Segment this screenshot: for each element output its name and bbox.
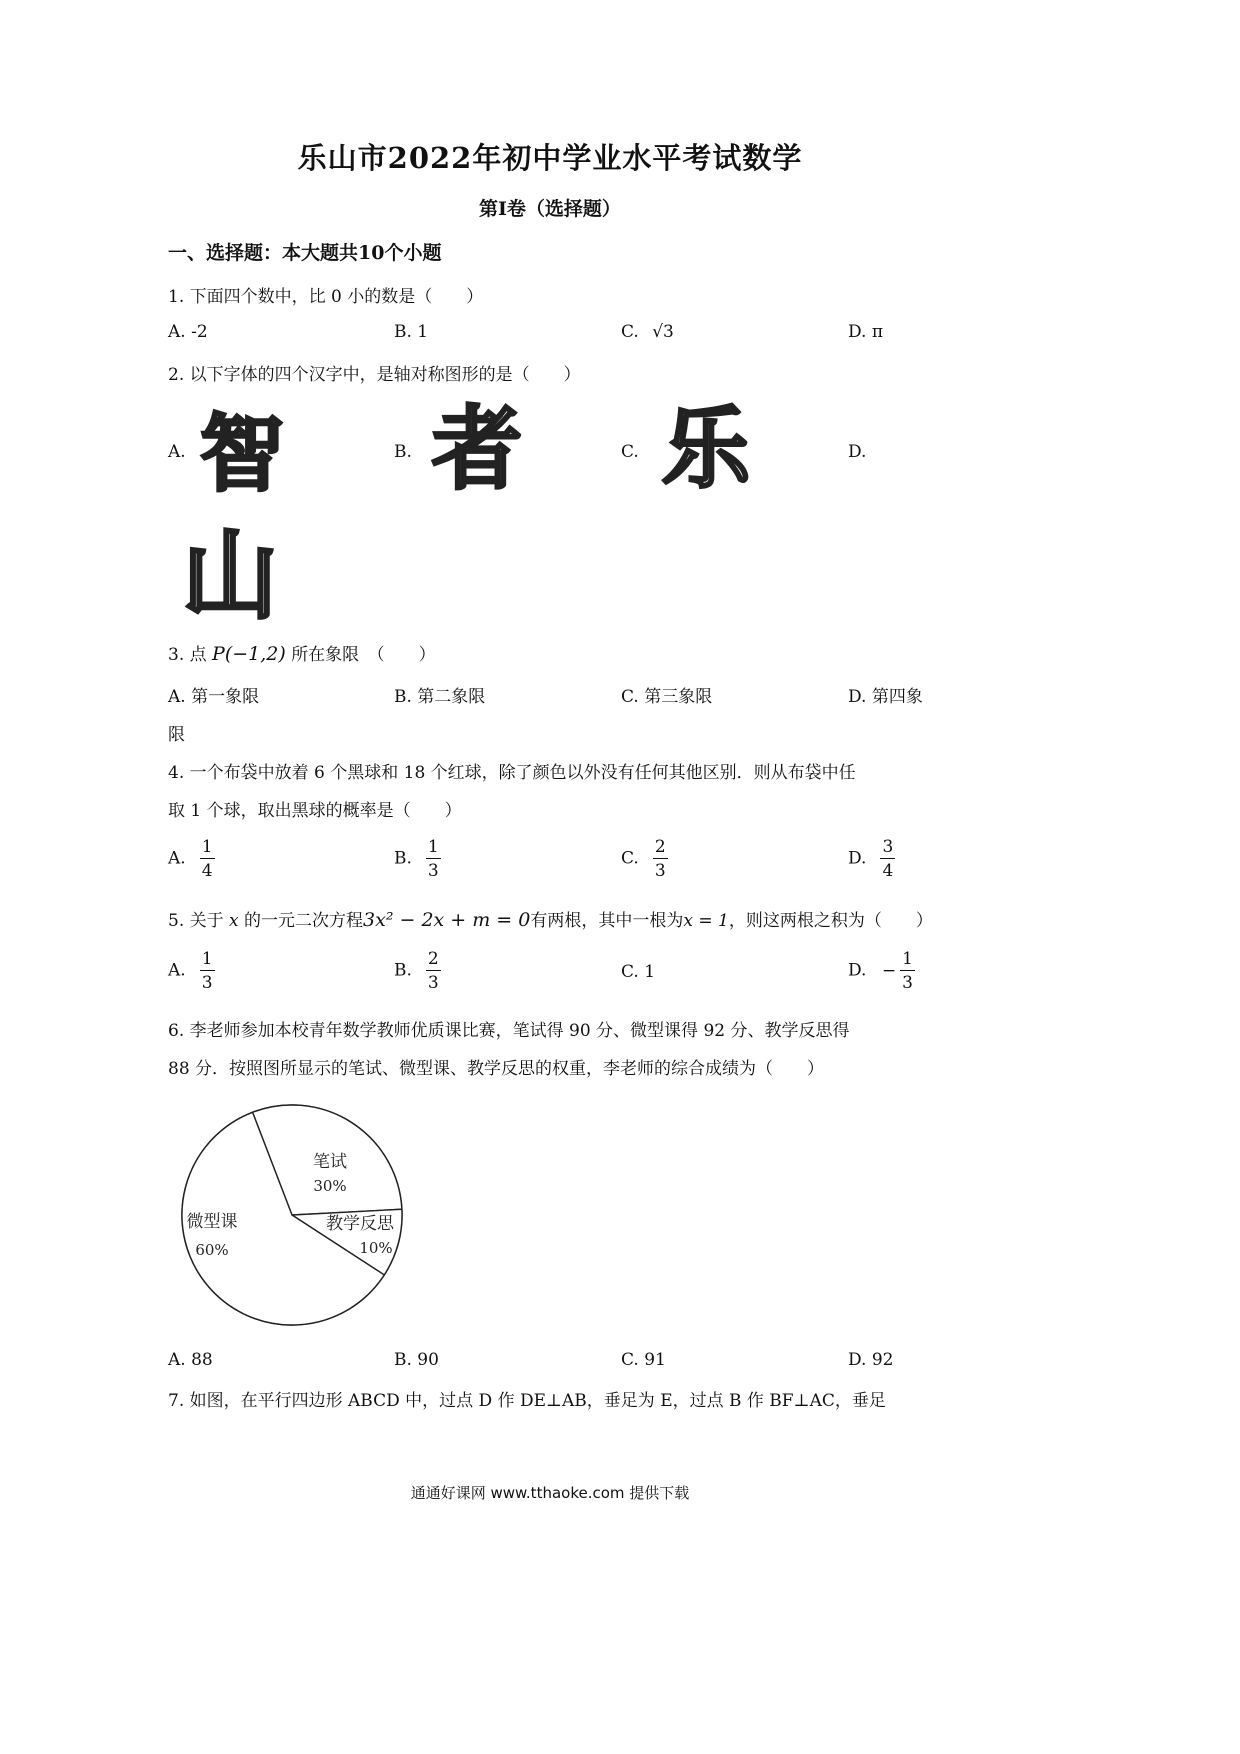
q3-option-b: B. 第二象限 [394,687,486,707]
q3-stem-prefix: 3. 点 [168,645,207,665]
fraction-numerator: 3 [882,837,894,857]
q1-option-c [621,322,674,342]
q5-stem-part: ，则这两根之积为（ ） [728,911,933,931]
q4-option-d [848,838,895,880]
pie-slice-percent: 10% [359,1239,393,1257]
fraction-numerator: 2 [654,837,666,857]
q4-option-d-fraction [880,838,895,880]
q5-option-b [394,950,441,992]
q5-option-d-fraction [900,950,915,992]
fraction-denominator: 4 [882,861,894,881]
question-2-stem: 2. 以下字体的四个汉字中，是轴对称图形的是（ ） [168,365,581,385]
q5-option-a-fraction [200,950,215,992]
q6-option-a: A. 88 [168,1350,213,1370]
fraction-denominator: 3 [902,973,913,993]
q5-option-b-fraction [426,950,441,992]
q1-option-c-label: C. [621,322,639,342]
fraction-denominator: 3 [654,861,666,881]
question-5-stem [168,906,933,931]
q3-option-d-wrap: 限 [168,725,185,745]
q5-stem-part: 5. 关于 [168,911,224,931]
paper-part-title: 第Ⅰ卷（选择题） [479,198,621,220]
pie-slice-label: 微型课 [186,1212,238,1232]
q3-option-d: D. 第四象 [848,687,923,707]
q4-option-b-fraction [426,838,441,880]
fraction-numerator: 1 [201,837,213,857]
fraction-numerator: 1 [201,949,213,969]
q4-option-b [394,838,441,880]
pie-slice-label: 笔试 [313,1152,347,1172]
q5-option-c: C. 1 [621,962,656,982]
q5-option-a [168,950,215,992]
q4-option-a-fraction [200,838,215,880]
q4-option-b-label: B. [394,848,412,869]
q2-char-shan-image: 山 [182,520,278,632]
q3-stem-suffix: 所在象限 （ ） [291,645,436,665]
pie-slice-percent: 60% [195,1241,229,1259]
exam-title: 乐山市2022年初中学业水平考试数学 [297,141,803,175]
q5-option-d-sign: − [881,960,897,981]
q2-char-zhi-image: 智 [200,405,285,503]
q2-char-zhe-image: 者 [432,397,522,502]
q1-option-a: A. -2 [168,322,208,342]
q2-option-c-label: C. [621,442,639,462]
page-footer: 通通好课网 www.tthaoke.com 提供下载 [410,1484,690,1502]
fraction-numerator: 1 [902,949,913,969]
fraction-denominator: 3 [201,973,213,993]
fraction-numerator: 1 [427,837,439,857]
q3-option-c: C. 第三象限 [621,687,713,707]
q4-option-a [168,838,215,880]
q2-char-le-image: 乐 [662,397,751,500]
q3-option-a: A. 第一象限 [168,687,260,707]
q2-option-d-label: D. [848,442,867,462]
pie-slice-percent: 30% [313,1177,347,1195]
q5-option-b-label: B. [394,960,412,981]
q1-option-b: B. 1 [394,322,429,342]
fraction-denominator: 3 [427,973,439,993]
fraction-denominator: 4 [201,861,213,881]
q6-option-c: C. 91 [621,1350,666,1370]
section-heading: 一、选择题：本大题共10个小题 [168,242,442,264]
q5-option-a-label: A. [168,960,186,981]
q5-option-d-label: D. [848,960,867,981]
q2-option-b-label: B. [394,442,412,462]
q5-stem-part: 有两根，其中一根为 [530,911,684,931]
pie-slice-label: 教学反思 [326,1214,394,1234]
q5-root: x = 1 [683,911,729,931]
q5-stem-part: 的一元二次方程 [244,911,364,931]
question-4-line-2: 取 1 个球，取出黑球的概率是（ ） [168,801,462,821]
q1-option-d: D. π [848,322,884,342]
q5-option-d [848,950,915,992]
question-3-stem [168,640,436,665]
q4-option-d-label: D. [848,848,867,869]
q6-option-b: B. 90 [394,1350,439,1370]
q3-point: P(−1,2) [212,643,286,665]
question-6-line-2: 88 分．按照图所显示的笔试、微型课、教学反思的权重，李老师的综合成绩为（ ） [168,1059,825,1079]
q4-option-c-label: C. [621,848,639,869]
q5-variable: x [229,911,239,931]
q4-option-a-label: A. [168,848,186,869]
q1-option-c-value: √3 [652,322,674,342]
question-7-line-1: 7. 如图，在平行四边形 ABCD 中，过点 D 作 DE⊥AB，垂足为 E，过点 B 作 BF⊥AC，垂足 [168,1391,886,1411]
weight-pie-chart [160,1095,420,1335]
q4-option-c [621,838,668,880]
question-4-line-1: 4. 一个布袋中放着 6 个黑球和 18 个红球，除了颜色以外没有任何其他区别．则从布袋中任 [168,763,856,783]
q6-option-d: D. 92 [848,1350,894,1370]
q2-option-a-label: A. [168,442,186,462]
q4-option-c-fraction [653,838,668,880]
question-1-stem: 1. 下面四个数中，比 0 小的数是（ ） [168,287,484,307]
fraction-numerator: 2 [427,949,439,969]
question-6-line-1: 6. 李老师参加本校青年数学教师优质课比赛，笔试得 90 分、微型课得 92 分、教学反思得 [168,1021,850,1041]
fraction-denominator: 3 [427,861,439,881]
q5-equation: 3x² − 2x + m = 0 [363,909,531,931]
